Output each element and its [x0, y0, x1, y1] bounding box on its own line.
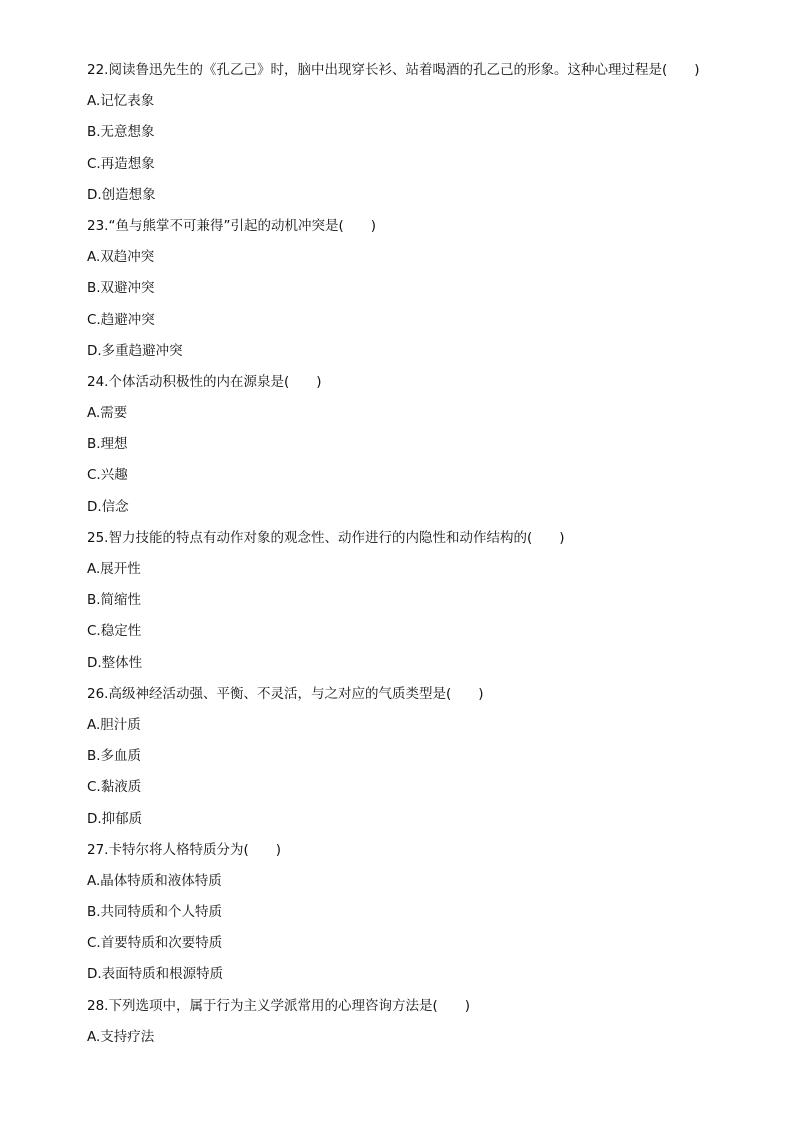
question-stem: 23.“鱼与熊掌不可兼得”引起的动机冲突是( )	[87, 217, 376, 234]
answer-option: D.创造想象	[87, 186, 156, 203]
answer-option: D.表面特质和根源特质	[87, 966, 224, 983]
question-stem: 25.智力技能的特点有动作对象的观念性、动作进行的内隐性和动作结构的( )	[87, 529, 565, 546]
answer-option: B.简缩性	[87, 592, 142, 609]
answer-option: A.晶体特质和液体特质	[87, 872, 222, 889]
answer-option: A.记忆表象	[87, 93, 155, 110]
answer-option: C.再造想象	[87, 155, 155, 172]
answer-option: A.展开性	[87, 561, 141, 577]
answer-option: C.首要特质和次要特质	[87, 935, 223, 952]
answer-option: B.理想	[87, 436, 128, 453]
answer-option: C.黏液质	[87, 779, 142, 796]
answer-option: A.双趋冲突	[87, 249, 155, 266]
answer-option: C.兴趣	[87, 467, 128, 484]
answer-option: A.支持疗法	[87, 1028, 155, 1045]
answer-option: B.共同特质和个人特质	[87, 904, 223, 921]
answer-option: B.无意想象	[87, 124, 155, 141]
question-stem: 24.个体活动积极性的内在源泉是( )	[87, 373, 322, 390]
answer-option: D.整体性	[87, 654, 143, 671]
question-stem: 27.卡特尔将人格特质分为( )	[87, 841, 282, 858]
answer-option: A.胆汁质	[87, 716, 141, 733]
answer-option: A.需要	[87, 405, 128, 422]
question-list	[87, 58, 747, 1056]
answer-option: D.信念	[87, 498, 129, 515]
answer-option: B.双避冲突	[87, 280, 155, 297]
answer-option: D.多重趋避冲突	[87, 342, 183, 359]
question-stem: 28.下列选项中，属于行为主义学派常用的心理咨询方法是( )	[87, 997, 471, 1014]
question-stem: 22.阅读鲁迅先生的《孔乙己》时，脑中出现穿长衫、站着喝酒的孔乙己的形象。这种心理过程是( )	[87, 62, 700, 78]
question-stem: 26.高级神经活动强、平衡、不灵活，与之对应的气质类型是( )	[87, 685, 484, 702]
answer-option: C.趋避冲突	[87, 311, 155, 328]
answer-option: C.稳定性	[87, 623, 142, 640]
answer-option: B.多血质	[87, 748, 142, 765]
answer-option: D.抑郁质	[87, 810, 143, 827]
